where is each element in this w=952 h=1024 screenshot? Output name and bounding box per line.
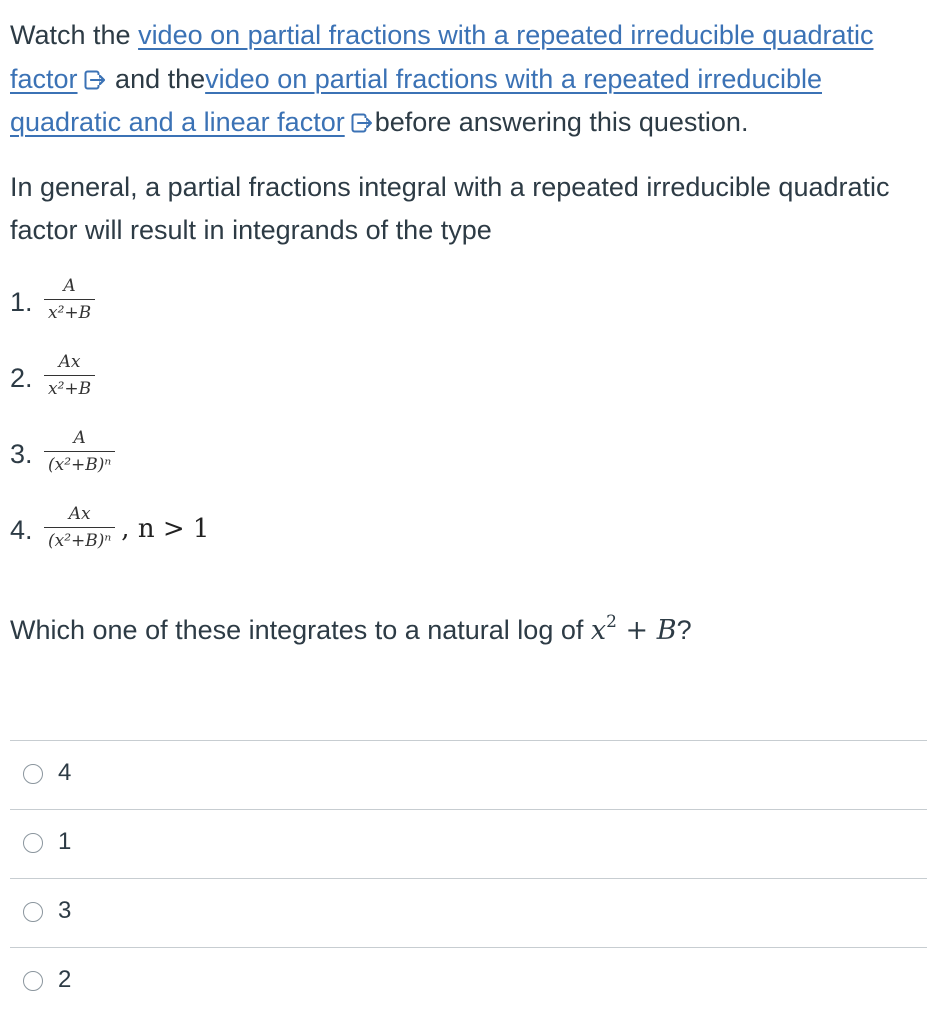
list-item xyxy=(10,503,910,579)
list-item xyxy=(10,275,910,351)
fraction-numerator: A xyxy=(63,275,76,296)
answer-radio[interactable] xyxy=(23,902,43,922)
integrand-fraction xyxy=(44,427,121,476)
integrand-fraction xyxy=(44,503,209,552)
fraction-condition: , n > 1 xyxy=(121,514,210,544)
intro-text-1: Watch the xyxy=(10,20,139,50)
question-text xyxy=(10,601,910,652)
list-item-number: 2. xyxy=(10,362,33,393)
intro-paragraph xyxy=(10,14,910,145)
answer-option[interactable] xyxy=(10,947,927,1016)
external-link-icon[interactable] xyxy=(351,113,373,133)
integrand-fraction xyxy=(44,351,101,400)
answer-label[interactable]: 1 xyxy=(58,828,72,855)
list-item-number: 4. xyxy=(10,514,33,545)
list-item xyxy=(10,351,910,427)
answer-option[interactable] xyxy=(10,740,927,809)
answer-option[interactable] xyxy=(10,878,927,947)
external-link-icon[interactable] xyxy=(84,70,106,90)
fraction-numerator: A xyxy=(73,427,86,448)
question-expr-base: x xyxy=(590,614,607,646)
list-item xyxy=(10,427,910,503)
answer-option[interactable] xyxy=(10,809,927,878)
fraction-denominator: x²+B xyxy=(44,375,95,400)
video-link-repeated-quadratic[interactable]: video on partial fractions with a repeated irreducible quadratic factor xyxy=(10,20,874,94)
fraction-denominator: (x²+B)ⁿ xyxy=(44,527,115,552)
answer-radio[interactable] xyxy=(23,971,43,991)
answer-label[interactable]: 2 xyxy=(58,966,72,993)
video-link-quadratic-and-linear[interactable]: video on partial fractions with a repeated irreducible quadratic and a linear factor xyxy=(10,63,822,137)
general-paragraph: In general, a partial fractions integral with a repeated irreducible quadratic factor will result in integrands of the type xyxy=(10,171,890,245)
answer-label[interactable]: 3 xyxy=(58,897,72,924)
fraction-numerator: Ax xyxy=(68,503,91,524)
fraction-denominator: (x²+B)ⁿ xyxy=(44,451,115,476)
question-expr-rest: + B xyxy=(616,614,677,646)
fraction-numerator: Ax xyxy=(58,351,81,372)
intro-text-2: and the xyxy=(115,63,206,94)
integrand-type-list xyxy=(10,275,910,579)
question-prefix: Which one of these integrates to a natural log of xyxy=(10,614,591,645)
list-item-number: 1. xyxy=(10,286,33,317)
answer-radio[interactable] xyxy=(23,833,43,853)
question-expr-exponent: 2 xyxy=(606,611,617,632)
answer-radio[interactable] xyxy=(23,764,43,784)
intro-text-3: before answering this question. xyxy=(374,107,749,137)
integrand-fraction xyxy=(44,275,101,324)
question-suffix: ? xyxy=(676,614,692,645)
answer-choices xyxy=(10,740,927,1016)
fraction-denominator: x²+B xyxy=(44,299,95,324)
list-item-number: 3. xyxy=(10,438,33,469)
answer-label[interactable]: 4 xyxy=(58,759,72,786)
question-content xyxy=(10,14,910,652)
